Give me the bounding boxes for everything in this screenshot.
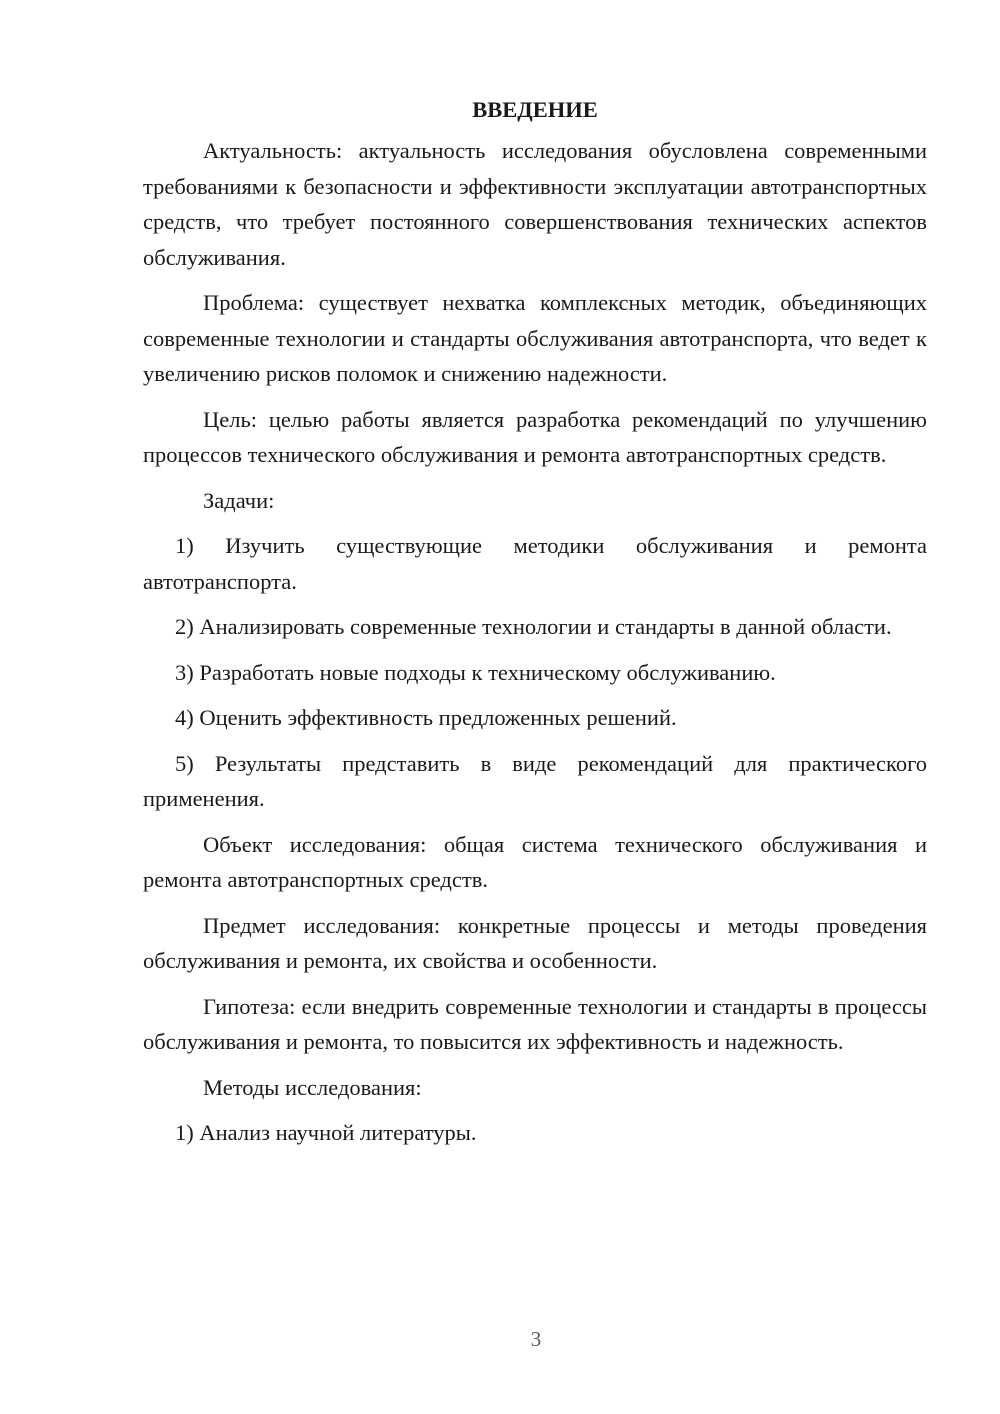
page-number: 3 xyxy=(530,1327,542,1351)
method-item-1: 1) Анализ научной литературы. xyxy=(175,1120,477,1145)
goal-paragraph: Цель: целью работы является разработка рекомендаций по улучшению процессов технического обслуживания и ремонта автотранспортных средств. xyxy=(143,406,927,467)
problem-paragraph: Проблема: существует нехватка комплексных методик, объединяющих современные технологии и стандарты обслуживания автотранспорта, что ведет к увеличению рисков поломок и снижению надежности. xyxy=(143,290,927,386)
object-paragraph: Объект исследования: общая система технического обслуживания и ремонта автотранспортных средств. xyxy=(143,831,927,892)
subject-paragraph: Предмет исследования: конкретные процессы и методы проведения обслуживания и ремонта, их свойства и особенности. xyxy=(143,912,927,973)
document-body xyxy=(143,92,927,1161)
hypothesis-paragraph: Гипотеза: если внедрить современные технологии и стандарты в процессы обслуживания и ремонта, то повысится их эффективность и надежность. xyxy=(143,993,927,1054)
relevance-paragraph: Актуальность: актуальность исследования обусловлена современными требованиями к безопасности и эффективности эксплуатации автотранспортных средств, что требует постоянного совершенствования технических аспектов обслуживания. xyxy=(143,138,927,270)
task-item-2: 2) Анализировать современные технологии и стандарты в данной области. xyxy=(175,614,892,639)
methods-label: Методы исследования: xyxy=(203,1074,422,1100)
task-item-3: 3) Разработать новые подходы к техническому обслуживанию. xyxy=(175,659,776,685)
task-item-4: 4) Оценить эффективность предложенных решений. xyxy=(175,705,677,730)
task-item-1: 1) Изучить существующие методики обслуживания и ремонта автотранспорта. xyxy=(143,533,927,594)
section-heading: ВВЕДЕНИЕ xyxy=(472,97,598,122)
task-item-5: 5) Результаты представить в виде рекомендаций для практического применения. xyxy=(143,750,927,811)
tasks-label: Задачи: xyxy=(203,487,275,513)
